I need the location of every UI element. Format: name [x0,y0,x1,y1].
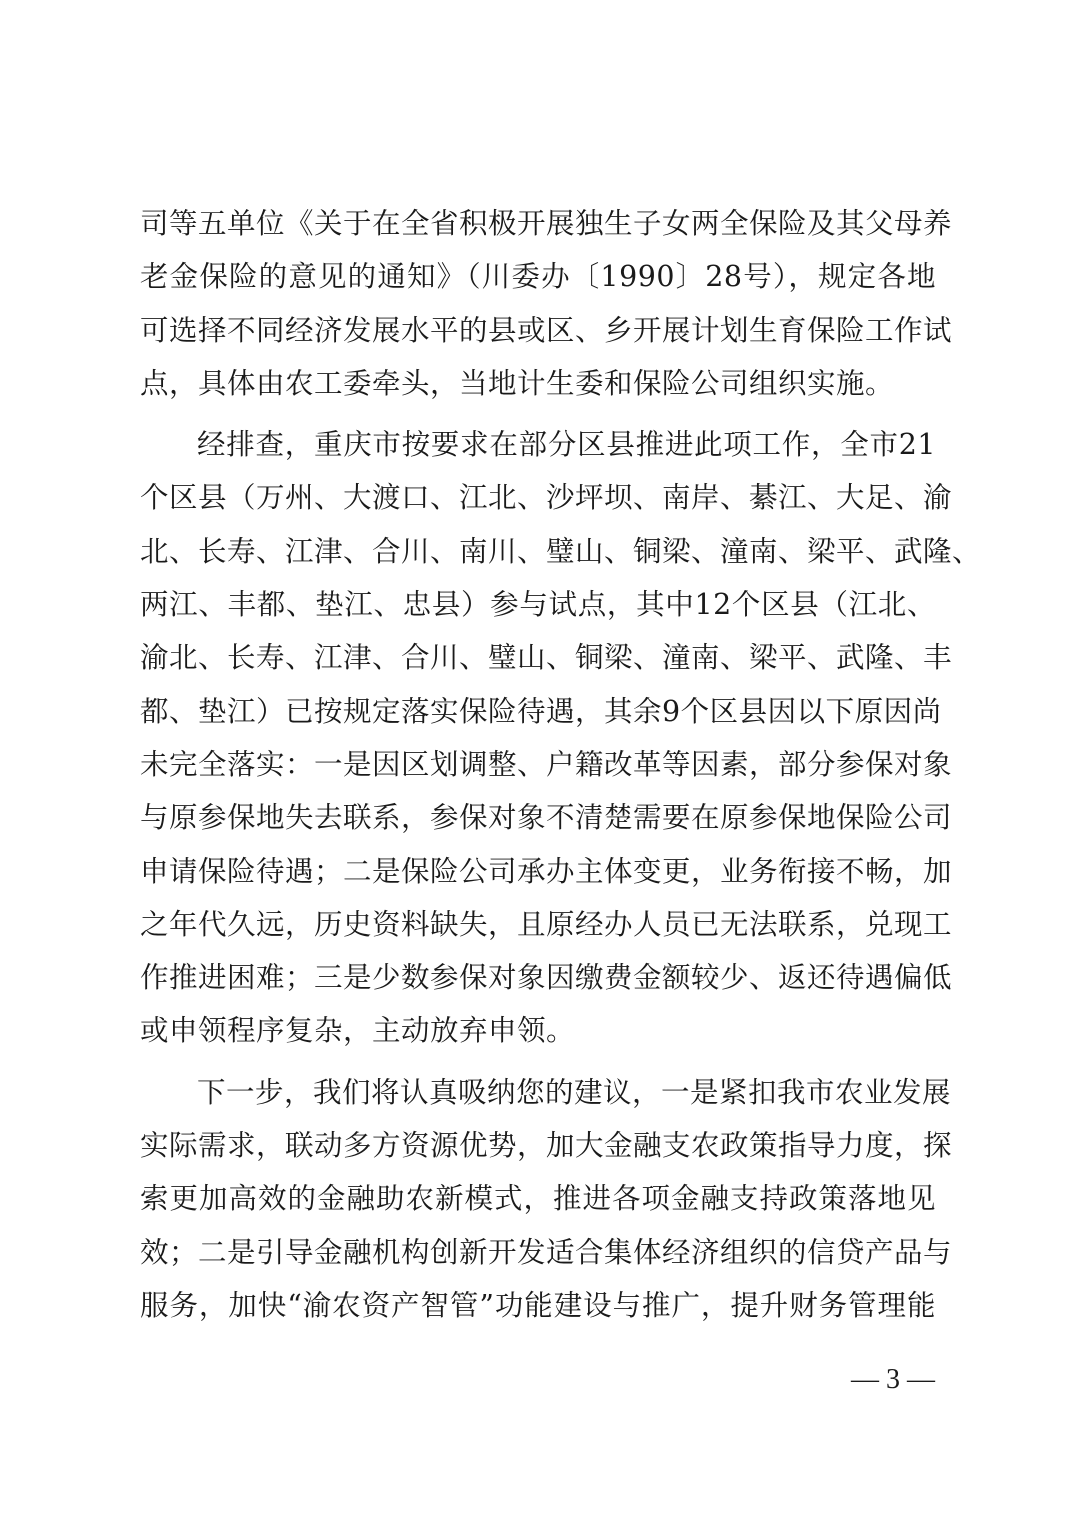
text-line: 老金保险的意见的通知》（川委办〔1990〕28号），规定各地 [140,260,936,294]
text-line: 北、长寿、江津、合川、南川、璧山、铜梁、潼南、梁平、武隆、 [140,534,982,568]
text-line: 都、垫江）已按规定落实保险待遇，其余9个区县因以下原因尚 [140,694,942,728]
page-number: — 3 — [851,1364,935,1395]
text-line: 实际需求，联动多方资源优势，加大金融支农政策指导力度，探 [140,1129,953,1163]
text-line: 未完全落实：一是因区划调整、户籍改革等因素，部分参保对象 [140,747,953,781]
text-line: 服务，加快“渝农资产智管”功能建设与推广，提升财务管理能 [140,1288,936,1322]
text-line: 点，具体由农工委牵头，当地计生委和保险公司组织实施。 [140,366,895,400]
text-line: 或申领程序复杂，主动放弃申领。 [140,1014,576,1048]
text-line: 之年代久远，历史资料缺失，且原经办人员已无法联系，兑现工 [140,907,953,941]
text-line: 效；二是引导金融机构创新开发适合集体经济组织的信贷产品与 [140,1235,953,1269]
text-line: 司等五单位《关于在全省积极开展独生子女两全保险及其父母养 [140,207,953,240]
text-line: 渝北、长寿、江津、合川、璧山、铜梁、潼南、梁平、武隆、丰 [140,641,953,675]
text-line: 下一步，我们将认真吸纳您的建议，一是紧扣我市农业发展 [197,1075,952,1109]
text-line: 作推进困难；三是少数参保对象因缴费金额较少、返还待遇偏低 [140,961,953,995]
text-line: 索更加高效的金融助农新模式，推进各项金融支持政策落地见 [140,1182,936,1216]
paragraph-2 [140,418,982,1058]
paragraph-1 [140,197,953,410]
paragraph-3 [140,1066,953,1332]
text-line: 个区县（万州、大渡口、江北、沙坪坝、南岸、綦江、大足、渝 [140,481,953,515]
text-line: 经排查，重庆市按要求在部分区县推进此项工作，全市21 [197,428,936,462]
text-line: 可选择不同经济发展水平的县或区、乡开展计划生育保险工作试 [140,313,953,347]
text-line: 申请保险待遇；二是保险公司承办主体变更，业务衔接不畅，加 [140,854,953,888]
document-body [140,197,982,1332]
text-line: 两江、丰都、垫江、忠县）参与试点，其中12个区县（江北、 [140,588,936,622]
text-line: 与原参保地失去联系，参保对象不清楚需要在原参保地保险公司 [140,801,953,835]
